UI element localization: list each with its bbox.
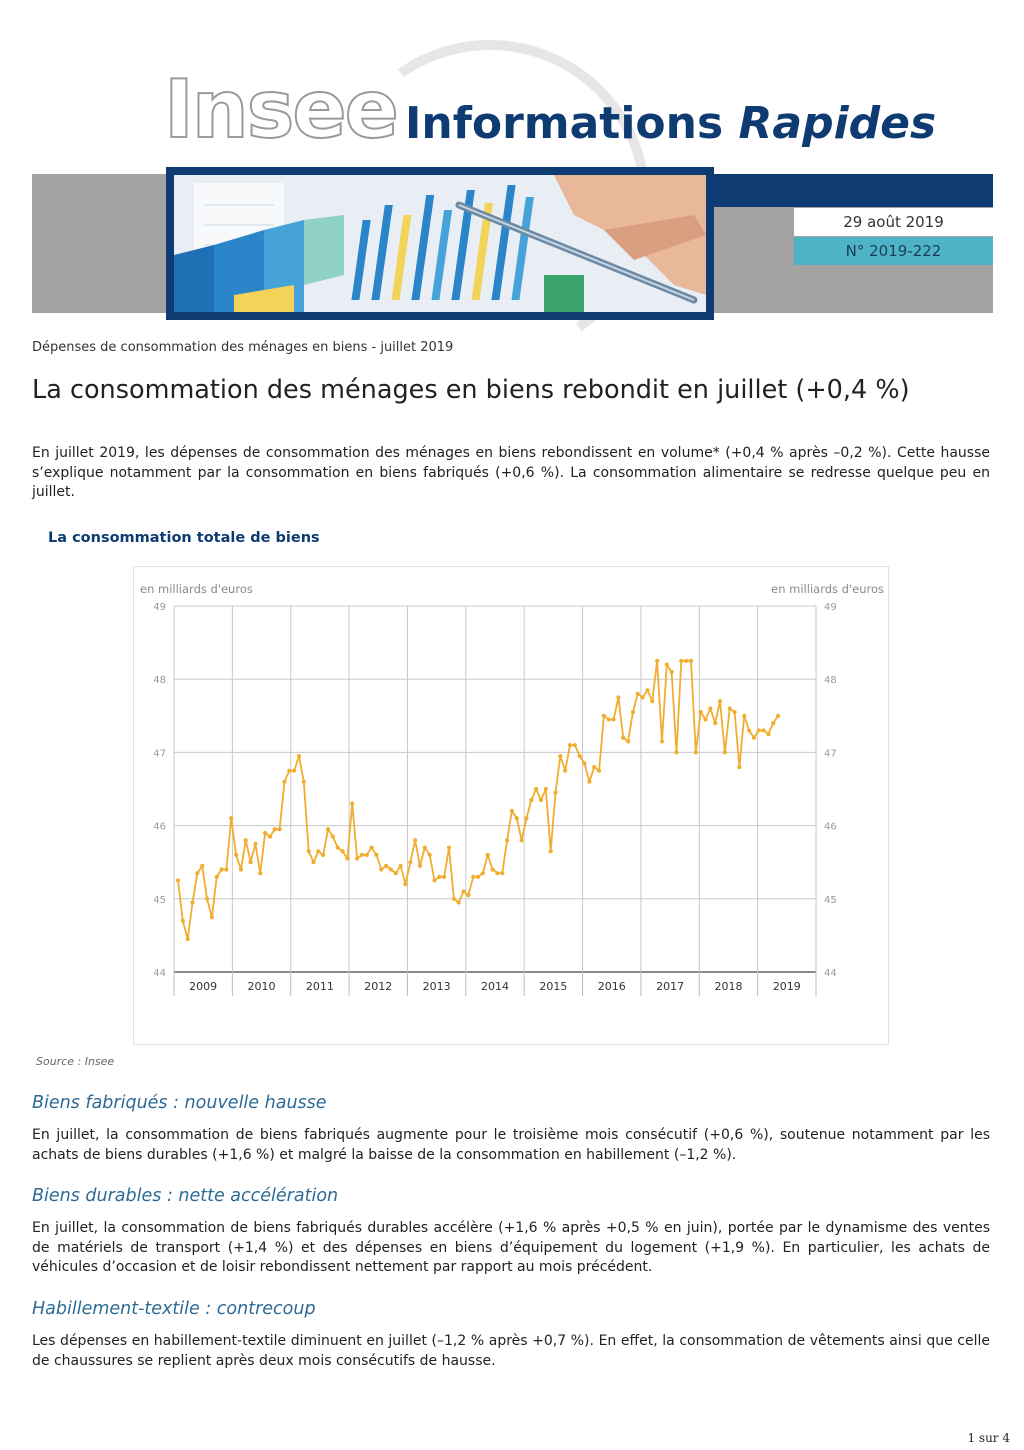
- data-point: [486, 853, 490, 857]
- x-tick-label: 2018: [714, 980, 743, 993]
- data-point: [631, 710, 635, 714]
- data-point: [665, 662, 669, 666]
- data-point: [229, 816, 233, 820]
- data-point: [534, 787, 538, 791]
- data-point: [689, 659, 693, 663]
- data-point: [679, 659, 683, 663]
- data-point: [524, 816, 528, 820]
- data-point: [316, 849, 320, 853]
- data-point: [582, 761, 586, 765]
- data-point: [331, 834, 335, 838]
- data-point: [394, 871, 398, 875]
- data-point: [215, 875, 219, 879]
- data-point: [253, 842, 257, 846]
- consumption-line-chart: [134, 567, 888, 1044]
- data-point: [336, 845, 340, 849]
- insee-logo: Insee: [164, 63, 397, 156]
- header-photo: [166, 167, 714, 320]
- page-number: 1 sur 4: [967, 1431, 1010, 1445]
- data-point: [757, 728, 761, 732]
- data-point: [771, 721, 775, 725]
- y-tick-label-right: 45: [824, 894, 837, 906]
- data-point: [568, 743, 572, 747]
- data-point: [573, 743, 577, 747]
- y-tick-label-right: 44: [824, 968, 837, 979]
- publication-brand: [405, 98, 937, 149]
- y-tick-label-left: 46: [153, 821, 166, 833]
- section-text-biens-fabriques: En juillet, la consommation de biens fabriqués augmente pour le troisième mois consécutif (+0,6 %), soutenue notamment par les achats de biens durables (+1,6 %) et malgré la baisse de la consommation en habillement (–1,2 %).: [32, 1127, 990, 1163]
- data-point: [432, 878, 436, 882]
- x-tick-label: 2009: [189, 980, 218, 993]
- y-tick-label-left: 49: [153, 602, 166, 613]
- data-point: [500, 871, 504, 875]
- data-point: [297, 754, 301, 758]
- data-point: [244, 838, 248, 842]
- data-point: [302, 780, 306, 784]
- data-point: [447, 845, 451, 849]
- data-point: [626, 739, 630, 743]
- data-point: [345, 856, 349, 860]
- series-line: [178, 661, 778, 939]
- data-point: [340, 849, 344, 853]
- data-point: [282, 780, 286, 784]
- data-point: [645, 688, 649, 692]
- data-point: [636, 692, 640, 696]
- data-point: [181, 919, 185, 923]
- data-point: [553, 791, 557, 795]
- data-point: [263, 831, 267, 835]
- data-point: [549, 849, 553, 853]
- data-point: [234, 853, 238, 857]
- data-point: [321, 853, 325, 857]
- data-point: [607, 717, 611, 721]
- data-point: [471, 875, 475, 879]
- data-point: [578, 754, 582, 758]
- data-point: [563, 769, 567, 773]
- data-point: [374, 853, 378, 857]
- data-point: [389, 867, 393, 871]
- data-point: [190, 900, 194, 904]
- y-tick-label-left: 48: [153, 675, 166, 687]
- data-point: [587, 780, 591, 784]
- data-point: [195, 871, 199, 875]
- x-tick-label: 2012: [364, 980, 393, 993]
- data-point: [670, 670, 674, 674]
- section-title-biens-fabriques: Biens fabriqués : nouvelle hausse: [32, 1093, 327, 1113]
- data-point: [529, 798, 533, 802]
- data-point: [442, 875, 446, 879]
- data-point: [544, 787, 548, 791]
- y-tick-label-left: 47: [153, 748, 166, 760]
- data-point: [728, 706, 732, 710]
- data-point: [224, 867, 228, 871]
- data-point: [762, 728, 766, 732]
- intro-paragraph: En juillet 2019, les dépenses de consommation des ménages en biens rebondissent en volume* (+0,4 % après –0,2 %). Cette hausse s’explique notamment par la consommation en biens fabriqués (+0,6 %). La consommation alimentaire se redresse quelque peu en juillet.: [32, 445, 990, 500]
- page-title: La consommation des ménages en biens rebondit en juillet (+0,4 %): [32, 375, 910, 405]
- data-point: [742, 714, 746, 718]
- data-point: [369, 845, 373, 849]
- data-point: [747, 728, 751, 732]
- chart-source: Source : Insee: [36, 1055, 115, 1068]
- data-point: [641, 695, 645, 699]
- data-point: [495, 871, 499, 875]
- x-tick-label: 2019: [772, 980, 801, 993]
- data-point: [592, 765, 596, 769]
- data-point: [350, 802, 354, 806]
- data-point: [461, 889, 465, 893]
- brand-italic: Rapides: [738, 98, 937, 149]
- section-text-habillement: Les dépenses en habillement-textile diminuent en juillet (–1,2 % après +0,7 %). En effet, la consommation de vêtements ainsi que celle de chaussures se replient après deux mois consécutifs de hausse.: [32, 1333, 990, 1369]
- y-tick-label-right: 46: [824, 821, 837, 833]
- y-tick-label-right: 48: [824, 675, 837, 687]
- data-point: [558, 754, 562, 758]
- data-point: [268, 834, 272, 838]
- section-title-habillement: Habillement-textile : contrecoup: [32, 1299, 316, 1319]
- data-point: [418, 864, 422, 868]
- data-point: [210, 915, 214, 919]
- data-point: [490, 867, 494, 871]
- y-tick-label-left: 45: [153, 894, 166, 906]
- data-point: [437, 875, 441, 879]
- data-point: [413, 838, 417, 842]
- chart-frame: [133, 566, 889, 1045]
- publication-date: 29 août 2019: [794, 208, 993, 236]
- section-text-biens-durables: En juillet, la consommation de biens fabriqués durables accélère (+1,6 % après +0,5 % en juin), portée par le dynamisme des ventes de matériels de transport (+1,4 %) et des dépenses en biens d’équipement du logement (+1,9 %). En particulier, les achats de véhicules d’occasion et de loisir rebondissent nettement par rapport au mois précédent.: [32, 1220, 990, 1275]
- data-point: [699, 710, 703, 714]
- data-point: [205, 897, 209, 901]
- chart-heading: La consommation totale de biens: [48, 530, 320, 546]
- data-point: [258, 871, 262, 875]
- data-point: [481, 871, 485, 875]
- data-point: [718, 699, 722, 703]
- x-tick-label: 2016: [597, 980, 626, 993]
- data-point: [403, 882, 407, 886]
- data-point: [650, 699, 654, 703]
- section-title-biens-durables: Biens durables : nette accélération: [32, 1186, 339, 1206]
- data-point: [452, 897, 456, 901]
- x-tick-label: 2013: [422, 980, 451, 993]
- data-point: [311, 860, 315, 864]
- chart-pen-illustration: [174, 175, 706, 312]
- y-axis-label-left: en milliards d'euros: [140, 582, 253, 596]
- publication-number: N° 2019-222: [794, 237, 993, 265]
- data-point: [219, 867, 223, 871]
- data-point: [176, 878, 180, 882]
- data-point: [752, 736, 756, 740]
- data-point: [766, 732, 770, 736]
- data-point: [684, 659, 688, 663]
- data-point: [510, 809, 514, 813]
- y-tick-label-left: 44: [153, 968, 166, 979]
- data-point: [505, 838, 509, 842]
- x-tick-label: 2015: [539, 980, 568, 993]
- data-point: [248, 860, 252, 864]
- data-point: [597, 769, 601, 773]
- data-point: [655, 659, 659, 663]
- data-point: [602, 714, 606, 718]
- data-point: [365, 853, 369, 857]
- y-tick-label-right: 49: [824, 602, 837, 613]
- data-point: [723, 750, 727, 754]
- data-point: [360, 853, 364, 857]
- data-point: [466, 893, 470, 897]
- data-point: [326, 827, 330, 831]
- x-tick-label: 2014: [481, 980, 509, 993]
- data-point: [239, 867, 243, 871]
- y-tick-label-right: 47: [824, 748, 837, 760]
- data-point: [287, 769, 291, 773]
- data-point: [423, 845, 427, 849]
- data-point: [307, 849, 311, 853]
- data-point: [273, 827, 277, 831]
- data-point: [611, 717, 615, 721]
- data-point: [708, 706, 712, 710]
- x-tick-label: 2017: [656, 980, 685, 993]
- data-point: [621, 736, 625, 740]
- data-point: [616, 695, 620, 699]
- breadcrumb: Dépenses de consommation des ménages en biens - juillet 2019: [32, 340, 454, 355]
- data-point: [200, 864, 204, 868]
- data-point: [660, 739, 664, 743]
- data-point: [292, 769, 296, 773]
- x-tick-label: 2010: [247, 980, 276, 993]
- x-tick-label: 2011: [305, 980, 334, 993]
- data-point: [399, 864, 403, 868]
- brand-main: Informations: [405, 98, 724, 149]
- data-point: [703, 717, 707, 721]
- data-point: [186, 937, 190, 941]
- data-point: [520, 838, 524, 842]
- data-point: [776, 714, 780, 718]
- y-axis-label-right: en milliards d'euros: [771, 582, 884, 596]
- data-point: [694, 750, 698, 754]
- data-point: [355, 856, 359, 860]
- data-point: [674, 750, 678, 754]
- data-point: [408, 860, 412, 864]
- data-point: [732, 710, 736, 714]
- data-point: [379, 867, 383, 871]
- data-point: [476, 875, 480, 879]
- data-point: [713, 721, 717, 725]
- data-point: [384, 864, 388, 868]
- data-point: [737, 765, 741, 769]
- data-point: [457, 900, 461, 904]
- data-point: [539, 798, 543, 802]
- data-point: [515, 816, 519, 820]
- data-point: [428, 853, 432, 857]
- data-point: [278, 827, 282, 831]
- header-navy-strip: [712, 174, 993, 207]
